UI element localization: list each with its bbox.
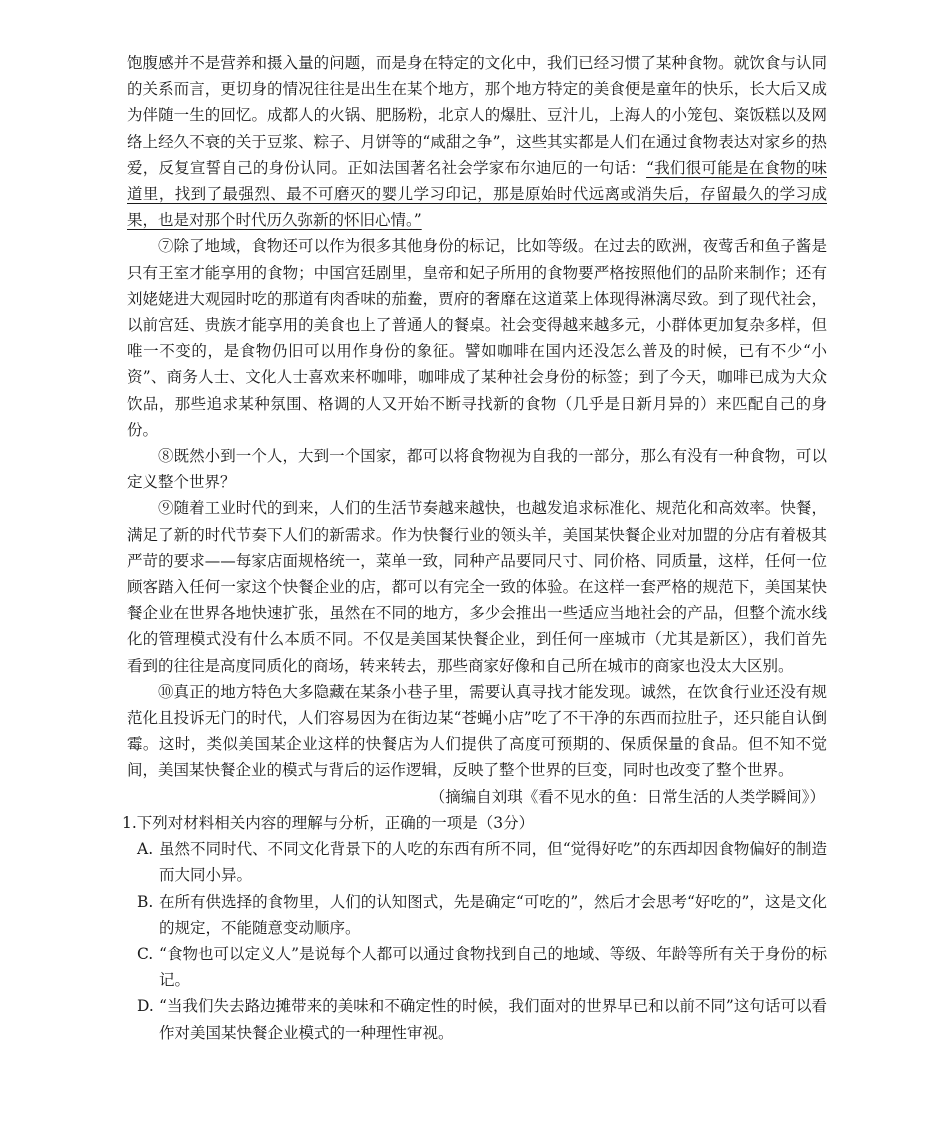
question-1-options xyxy=(127,836,827,1046)
option-c xyxy=(137,941,827,993)
paragraph-9: ⑨随着工业时代的到来，人们的生活节奏越来越快，也越发追求标准化、规范化和高效率。快餐，满足了新的时代节奏下人们的新需求。作为快餐行业的领头羊，美国某快餐企业对加盟的分店有着极其严苛的要求——每家店面规格统一，菜单一致，同种产品要同尺寸、同价格、同质量，这样，任何一位顾客踏入任何一家这个快餐企业的店，都可以有完全一致的体验。在这样一套严格的规范下，美国某快餐企业在世界各地快速扩张，虽然在不同的地方，多少会推出一些适应当地社会的产品，但整个流水线化的管理模式没有什么本质不同。不仅是美国某快餐企业，到任何一座城市（尤其是新区），我们首先看到的往往是高度同质化的商场，转来转去，那些商家好像和自己所在城市的商家也没太大区别。 xyxy=(127,499,827,675)
option-letter: D. xyxy=(137,997,154,1016)
option-letter: C. xyxy=(137,944,154,963)
option-text: “当我们失去路边摊带来的美味和不确定性的时候，我们面对的世界早已和以前不同”这句话可以看作对美国某快餐企业模式的一种理性审视。 xyxy=(159,997,827,1042)
paragraph-7: ⑦除了地域，食物还可以作为很多其他身份的标记，比如等级。在过去的欧洲，夜莺舌和鱼子酱是只有王室才能享用的食物；中国宫廷剧里，皇帝和妃子所用的食物要严格按照他们的品阶来制作；还有刘姥姥进大观园时吃的那道有肉香味的茄鲞，贾府的奢靡在这道菜上体现得淋漓尽致。到了现代社会，以前宫廷、贵族才能享用的美食也上了普通人的餐桌。社会变得越来越多元，小群体更加复杂多样，但唯一不变的，是食物仍旧可以用作身份的象征。譬如咖啡在国内还没怎么普及的时候，已有不少“小资”、商务人士、文化人士喜欢来杯咖啡，咖啡成了某种社会身份的标签；到了今天，咖啡已成为大众饮品，那些追求某种氛围、格调的人又开始不断寻找新的食物（几乎是日新月异的）来匹配自己的身份。 xyxy=(127,237,827,439)
option-b xyxy=(137,889,827,941)
paragraph-6-text: 饱腹感并不是营养和摄入量的问题，而是身在特定的文化中，我们已经习惯了某种食物。就饮食与认同的关系而言，更切身的情况往往是出生在某个地方，那个地方特定的美食便是童年的快乐，长大后又成为伴随一生的回忆。成都人的火锅、肥肠粉，北京人的爆肚、豆汁儿，上海人的小笼包、粢饭糕以及网络上经久不衰的关于豆浆、粽子、月饼等的“咸甜之争”，这些其实都是人们在通过食物表达对家乡的热爱，反复宣誓自己的身份认同。正如法国著名社会学家布尔迪厄的一句话： xyxy=(127,54,827,177)
paragraph-10: ⑩真正的地方特色大多隐藏在某条小巷子里，需要认真寻找才能发现。诚然，在饮食行业还没有规范化且投诉无门的时代，人们容易因为在街边某“苍蝇小店”吃了不干净的东西而拉肚子，还只能自认倒霉。这时，类似美国某企业这样的快餐店为人们提供了高度可预期的、保质保量的食品。但不知不觉间，美国某快餐企业的模式与背后的运作逻辑，反映了整个世界的巨变，同时也改变了整个世界。 xyxy=(127,682,827,780)
option-letter: B. xyxy=(137,892,154,911)
option-letter: A. xyxy=(137,840,154,859)
option-a xyxy=(137,836,827,888)
source-citation: （摘编自刘琪《看不见水的鱼：日常生活的人类学瞬间》） xyxy=(429,787,825,806)
paragraph-6-quote: “我们很可能是在食物的味道里，找到了最强烈、最不可磨灭的婴儿学习印记，那是原始时代远离或消失后，存留最久的学习成果，也是对那个时代历久弥新的怀旧心情。” xyxy=(127,158,827,230)
option-text: “食物也可以定义人”是说每个人都可以通过食物找到自己的地域、等级、年龄等所有关于身份的标记。 xyxy=(159,944,827,990)
paragraph-6 xyxy=(127,50,827,233)
question-1-stem: 1.下列对材料相关内容的理解与分析，正确的一项是（3分） xyxy=(122,813,535,832)
exam-page xyxy=(122,50,827,1046)
paragraph-8: ⑧既然小到一个人，大到一个国家，都可以将食物视为自我的一部分，那么有没有一种食物，可以定义整个世界？ xyxy=(127,447,827,492)
option-d xyxy=(137,993,827,1045)
option-text: 在所有供选择的食物里，人们的认知图式，先是确定“可吃的”，然后才会思考“好吃的”，这是文化的规定，不能随意变动顺序。 xyxy=(159,892,827,937)
option-text: 虽然不同时代、不同文化背景下的人吃的东西有所不同，但“觉得好吃”的东西却因食物偏好的制造而大同小异。 xyxy=(159,840,827,885)
